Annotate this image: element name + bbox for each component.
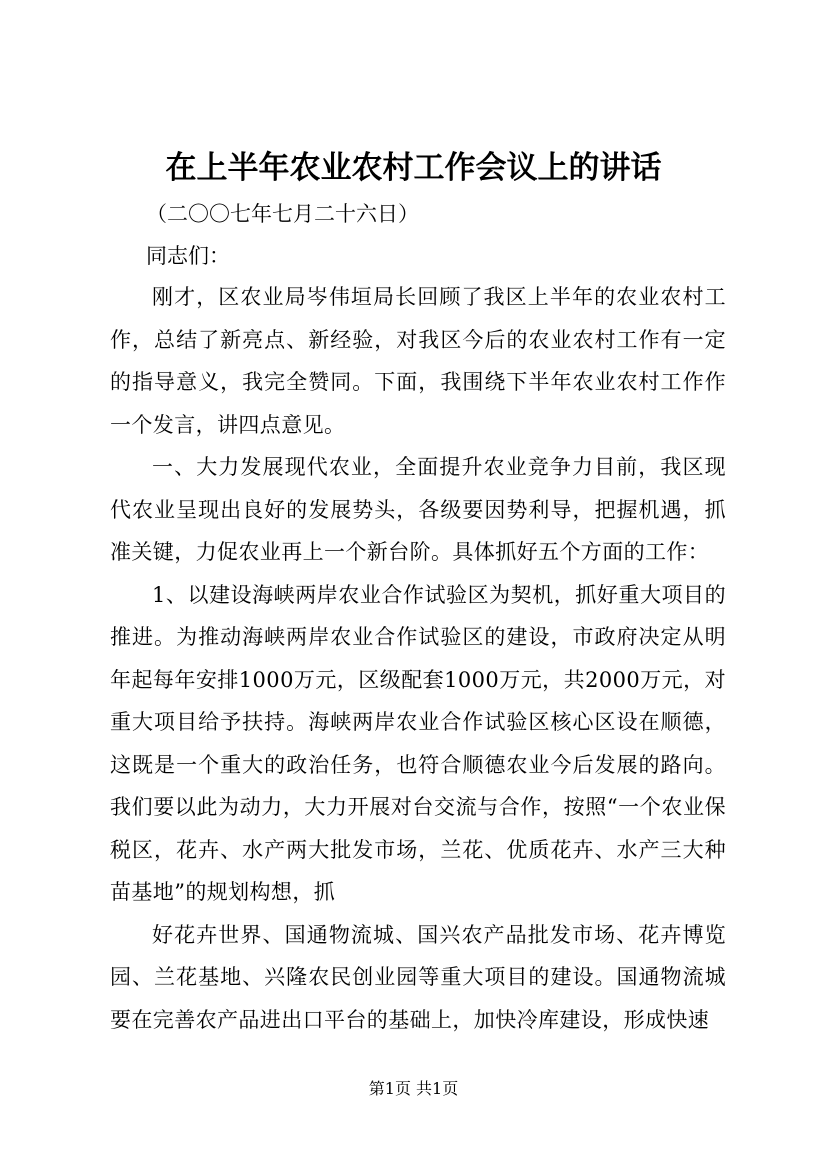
paragraph: 1、以建设海峡两岸农业合作试验区为契机，抓好重大项目的推进。为推动海峡两岸农业合作试验区的建设，市政府决定从明年起每年安排1000万元，区级配套1000万元，共2000万元，对重大项目给予扶持。海峡两岸农业合作试验区核心区设在顺德，这既是一个重大的政治任务，也符合顺德农业今后发展的路向。我们要以此为动力，大力开展对台交流与合作，按照“一个农业保税区，花卉、水产两大批发市场，兰花、优质花卉、水产三大种苗基地”的规划构想，抓	[110, 582, 726, 904]
paragraph: 刚才，区农业局岑伟垣局长回顾了我区上半年的农业农村工作，总结了新亮点、新经验，对我区今后的农业农村工作有一定的指导意义，我完全赞同。下面，我围绕下半年农业农村工作作一个发言，讲四点意见。	[110, 285, 726, 437]
paragraph: 一、大力发展现代农业，全面提升农业竞争力目前，我区现代农业呈现出良好的发展势头，各级要因势利导，把握机遇，抓准关键，力促农业再上一个新台阶。具体抓好五个方面的工作：	[110, 455, 726, 564]
document-date: （二〇〇七年七月二十六日）	[146, 202, 419, 226]
paragraph: 好花卉世界、国通物流城、国兴农产品批发市场、花卉博览园、兰花基地、兴隆农民创业园等重大项目的建设。国通物流城要在完善农产品进出口平台的基础上，加快冷库建设，形成快速	[110, 922, 726, 1032]
salutation: 同志们：	[146, 244, 230, 268]
document-title: 在上半年农业农村工作会议上的讲话	[165, 150, 662, 186]
page-number: 第1页 共1页	[368, 1079, 459, 1098]
body-text	[110, 276, 726, 1041]
